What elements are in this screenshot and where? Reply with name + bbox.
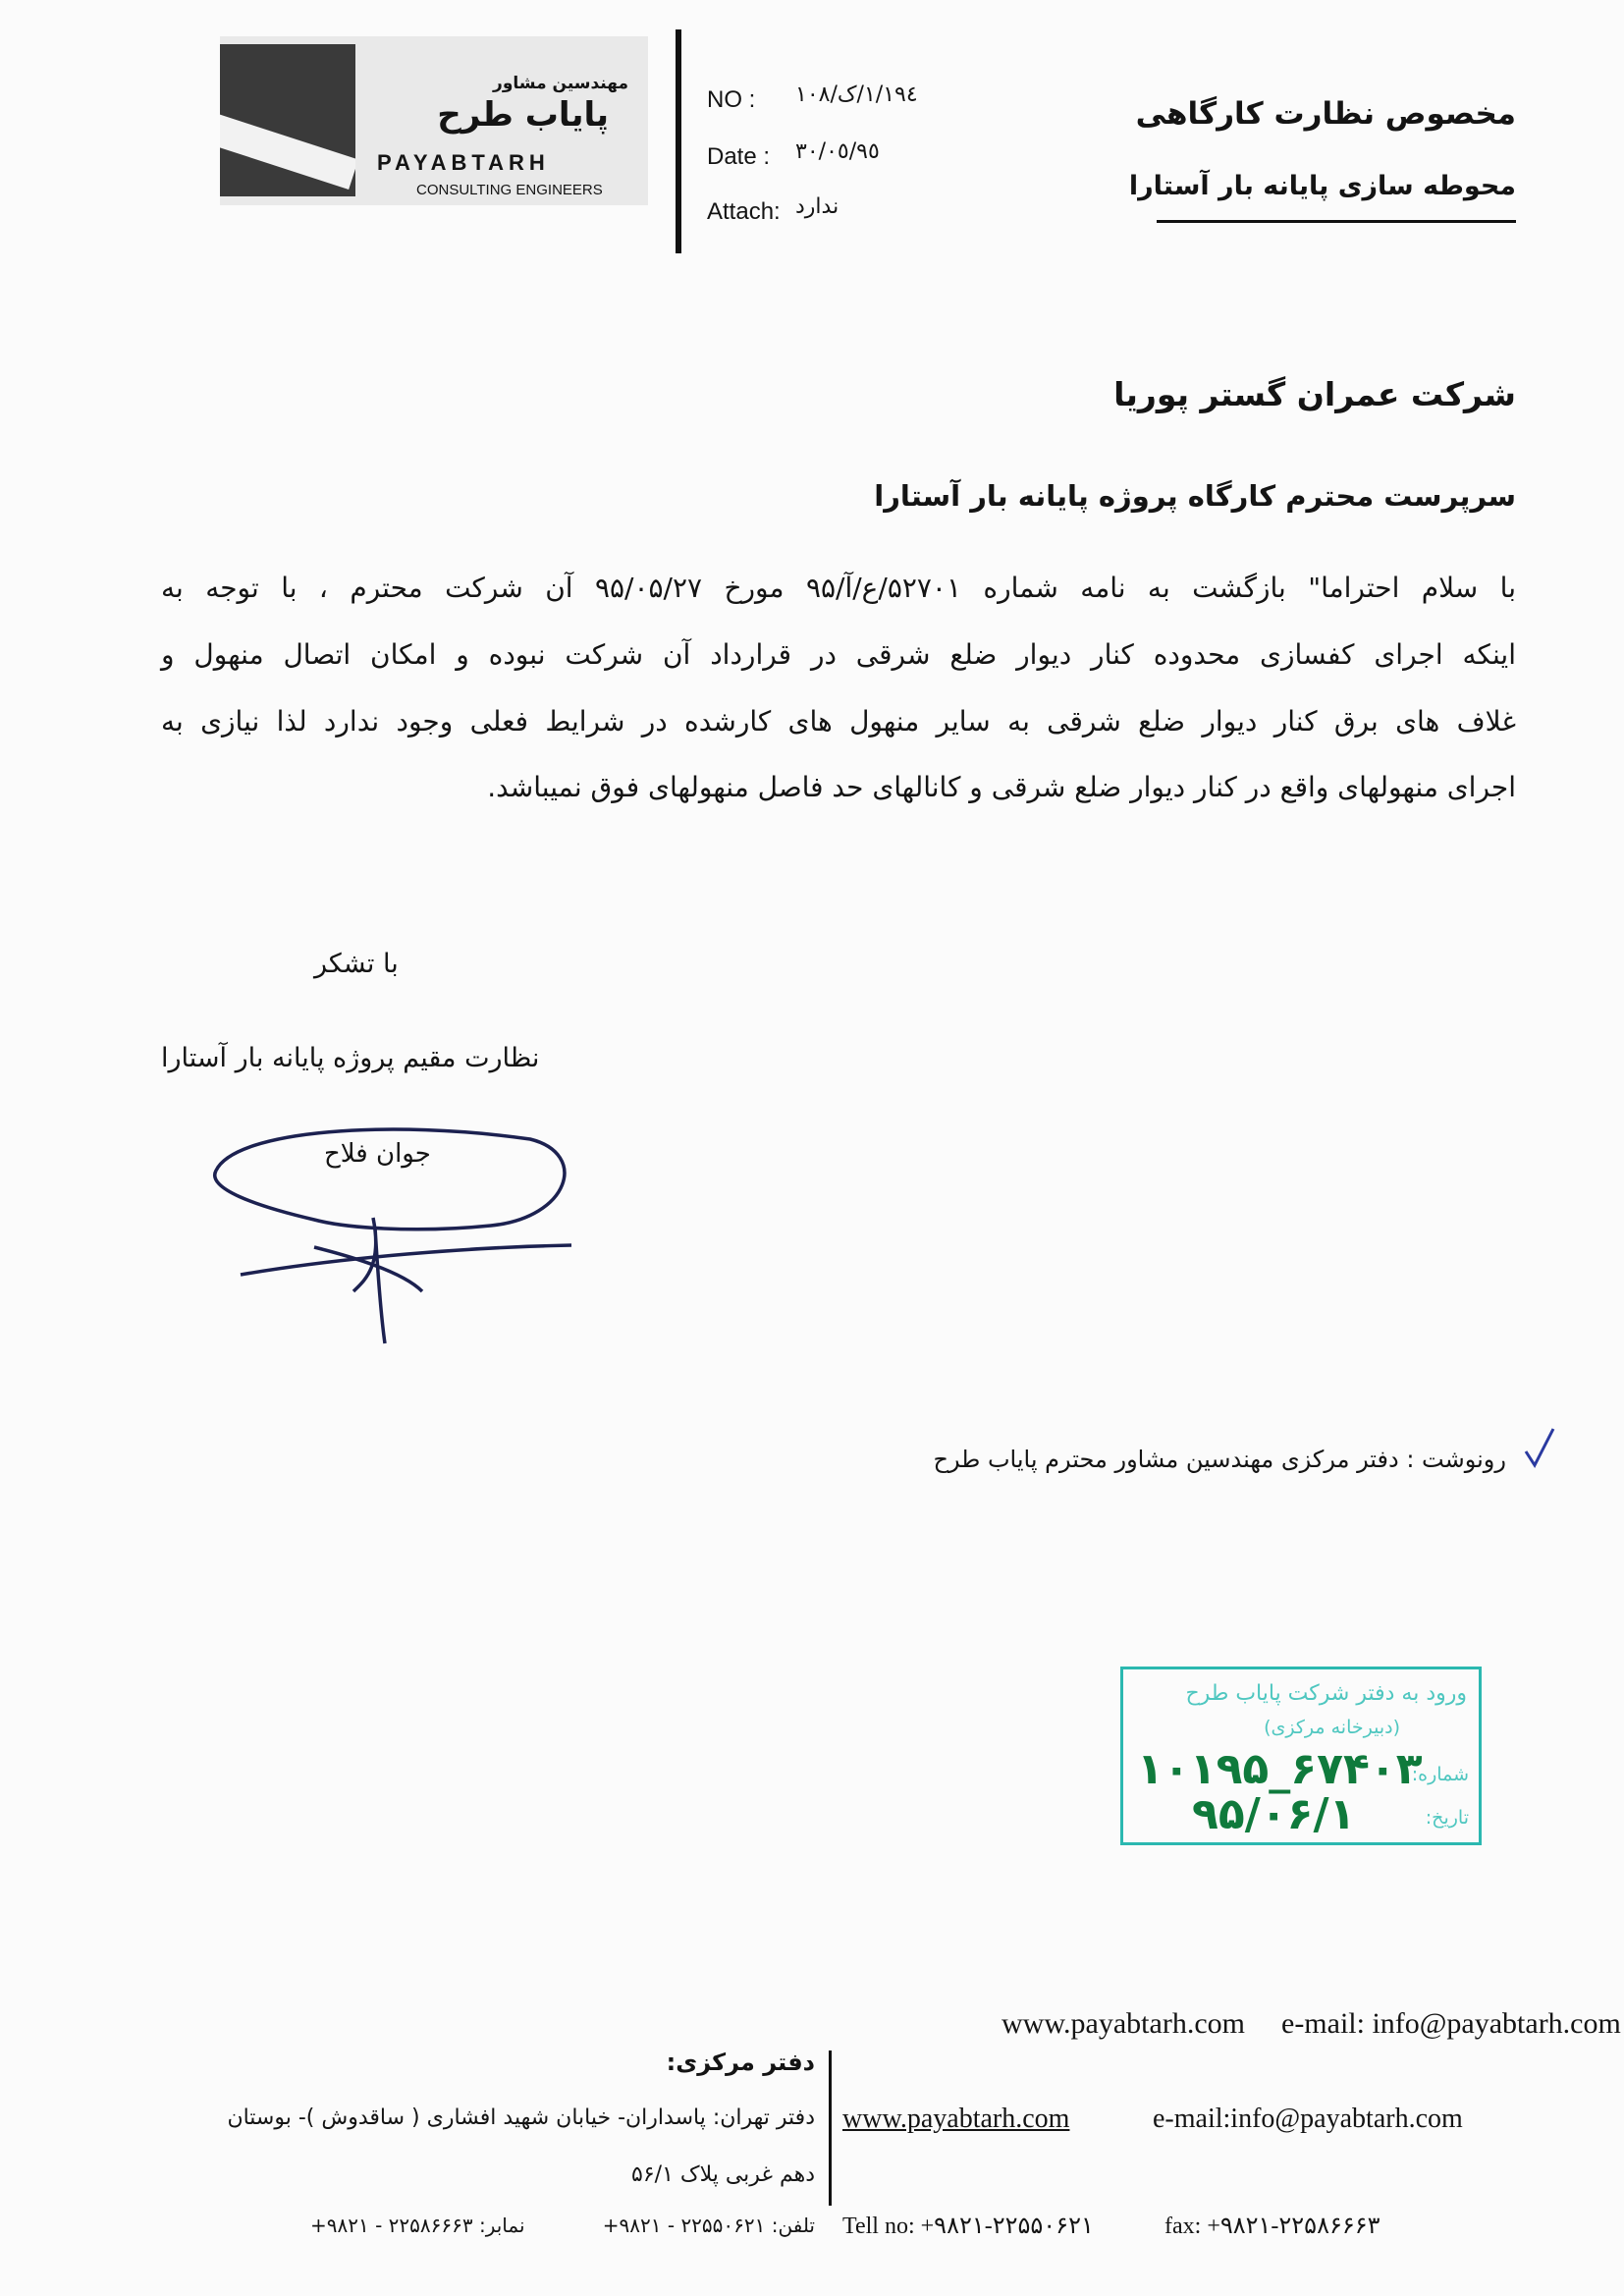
receipt-stamp — [1120, 1667, 1482, 1845]
stamp-line2: (دبیرخانه مرکزی) — [1264, 1717, 1400, 1738]
header-subtitle: محوطه سازی پایانه بار آستارا — [1128, 171, 1516, 201]
logo-fa-subtitle: مهندسین مشاور — [493, 74, 628, 93]
date-value: ۹٥/۰٥/۳۰ — [795, 139, 880, 164]
footer-tel: Tell no: +۹۸۲۱-۲۲۵۵۰۶۲۱ — [842, 2214, 1094, 2239]
subtitle-underline — [1157, 220, 1516, 223]
body-line: با سلام احتراما" بازگشت به نامه شماره ۵۲۷۰۱/ع/آ/۹۵ مورخ ۹۵/۰۵/۲۷ آن شرکت محترم ، با توجه به — [161, 572, 1516, 604]
footer-divider — [829, 2050, 832, 2206]
stamp-date-label: تاریخ: — [1425, 1807, 1469, 1829]
signer-title: نظارت مقیم پروژه پایانه بار آستارا — [161, 1043, 540, 1073]
footer-fax-fa: نمابر: ۲۲۵۸۶۶۶۳ - ۹۸۲۱+ — [310, 2214, 525, 2237]
footer-website-top[interactable]: www.payabtarh.com — [1001, 2007, 1245, 2040]
footer-email[interactable]: e-mail:info@payabtarh.com — [1153, 2104, 1463, 2134]
number-label: NO : — [707, 86, 756, 113]
footer-phone-fa: تلفن: ۲۲۵۵۰۶۲۱ - ۹۸۲۱+ — [602, 2214, 815, 2237]
cc-line: رونوشت : دفتر مرکزی مهندسین مشاور محترم پایاب طرح — [933, 1446, 1506, 1473]
closing: با تشکر — [314, 949, 399, 979]
body-line: اجرای منهولهای واقع در کنار دیوار ضلع شرقی و کانالهای حد فاصل منهولهای فوق نمیباشد. — [487, 771, 1516, 803]
date-label: Date : — [707, 143, 771, 170]
attach-label: Attach: — [707, 198, 781, 225]
letter-number — [707, 82, 918, 114]
stamp-number-label: شماره: — [1411, 1764, 1469, 1785]
checkmark-icon — [1523, 1426, 1556, 1469]
body-line: اینکه اجرای کفسازی محدوده کنار دیوار ضلع شرقی در قرارداد آن شرکت نبوده و امکان اتصال منهول و — [161, 638, 1516, 671]
attach-value: ندارد — [795, 194, 839, 219]
stamp-date-value: ۹۵/۰۶/۱ — [1192, 1789, 1356, 1839]
footer-hq-label: دفتر مرکزی: — [666, 2049, 815, 2076]
letter-date — [707, 139, 880, 171]
number-value: ۱۹٤/۱/ک/۱۰۸ — [795, 82, 918, 107]
recipient-title: سرپرست محترم کارگاه پروژه پایانه بار آستارا — [874, 479, 1516, 513]
letter-attachment — [707, 194, 839, 226]
footer-email-top[interactable]: e-mail: info@payabtarh.com — [1281, 2007, 1621, 2040]
logo-en-subtitle: CONSULTING ENGINEERS — [416, 182, 603, 198]
stamp-number-value: ۱۰۱۹۵_۶۷۴۰۳ — [1137, 1744, 1423, 1794]
recipient-company: شرکت عمران گستر پوریا — [1113, 375, 1516, 413]
header-title: مخصوص نظارت کارگاهی — [1135, 96, 1516, 132]
footer-address-line2: دهم غربی پلاک ۵۶/۱ — [631, 2162, 815, 2187]
footer-website[interactable]: www.payabtarh.com — [842, 2104, 1070, 2134]
logo-mark-icon — [220, 44, 355, 196]
footer-address-line1: دفتر تهران: پاسداران- خیابان شهید افشاری ( ساقدوش )- بوستان — [227, 2105, 815, 2130]
logo-fa-name: پایاب طرح — [437, 95, 609, 135]
stamp-line1: ورود به دفتر شرکت پایاب طرح — [1185, 1681, 1467, 1706]
body-line: غلاف های برق کنار دیوار ضلع شرقی به سایر منهول های کارشده در شرایط فعلی وجود ندارد لذا نیازی به — [161, 705, 1516, 738]
logo-en-name: PAYABTARH — [377, 150, 550, 175]
footer-fax: fax: +۹۸۲۱-۲۲۵۸۶۶۶۳ — [1164, 2214, 1380, 2239]
header-divider — [676, 29, 681, 253]
company-logo — [220, 36, 648, 205]
signature-name: جوان فلاح — [324, 1139, 431, 1169]
